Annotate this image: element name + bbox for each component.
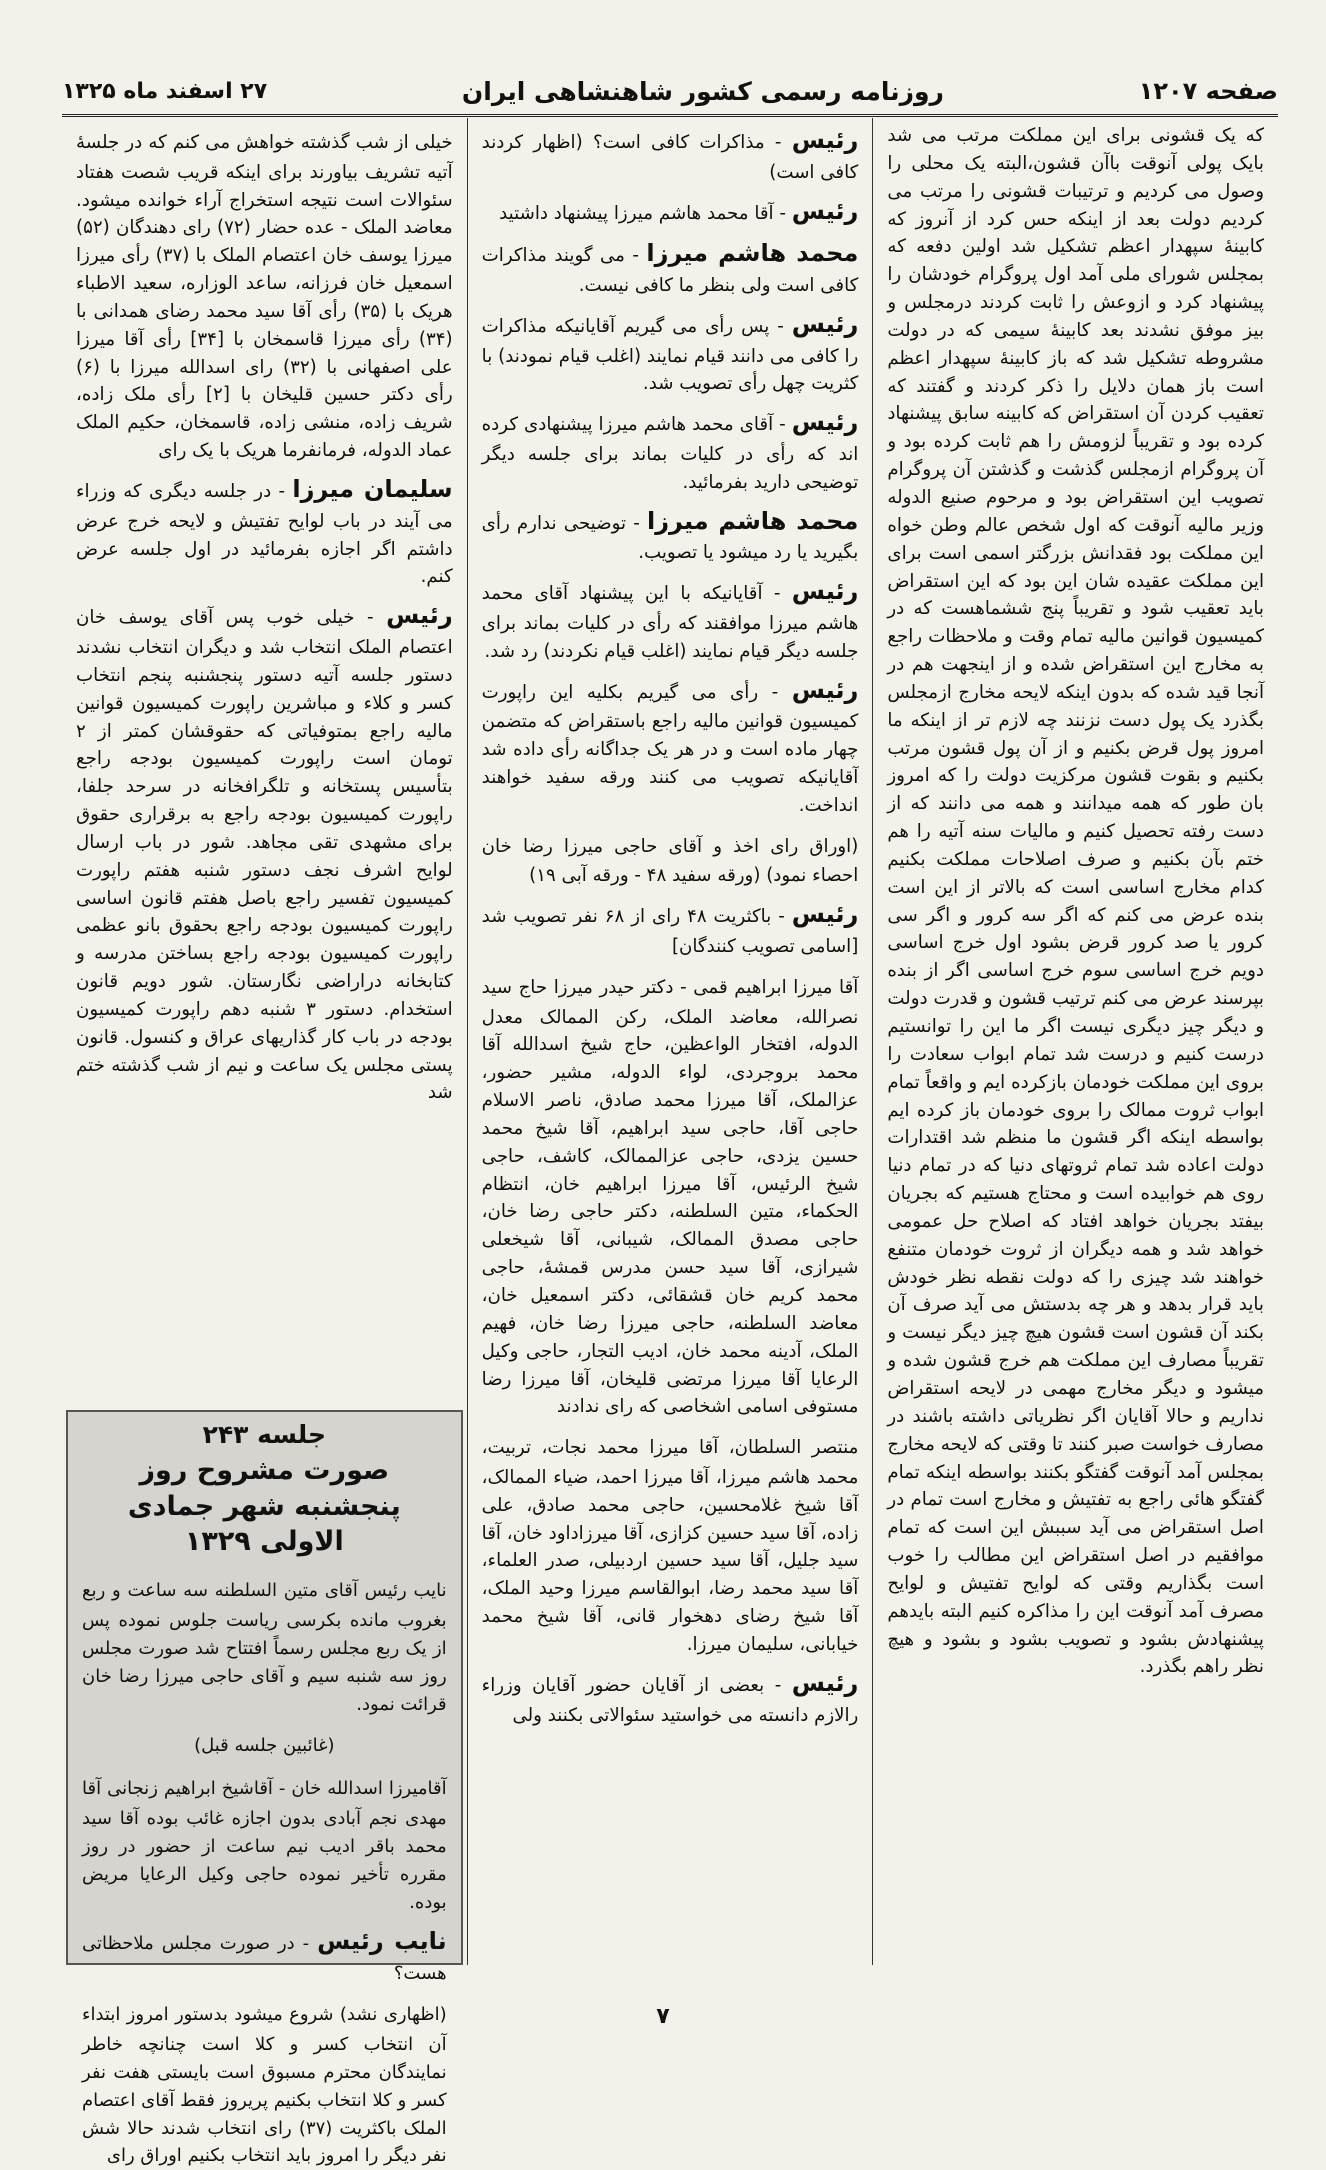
masthead xyxy=(62,68,1278,117)
column-right xyxy=(873,118,1278,1965)
paragraph: رئیس - رأی می گیریم بکلیه این راپورت کمیسیون قوانین مالیه راجع باستقراض که متضمن چهار ماده است و در هر یک جداگانه رأی داده شد آقایانیکه تصویب می کنند ورقه سفید خواهند انداخت. xyxy=(481,675,859,816)
paragraph: رئیس - بعضی از آقایان حضور آقایان وزراء رالازم دانسته می خواستید سئوالاتی بکنند ولی xyxy=(481,1668,859,1726)
column-right-paragraph: که یک قشونی برای این مملکت مرتب می شد بایک پولی آنوقت باآن قشون،البته یک محلی را وصول می کردیم و ترتیبات قشونی را مرتب می کردیم دولت بعد از اینکه حس کرد از آنروز که کابینهٔ سپهدار اعظم تشکیل شد اولین دفعه که بمجلس شورای ملی آمد اول پروگرام خودشان را پیشنهاد کرد و ازوعش را ثابت کردند درمجلس و بیز موفق نشدند بعد کابینهٔ سیمی که در دولت مشروطه تشکیل شد که باز کابینهٔ سپهدار اعظم است باز همان دلایل را ذکر کردند و گفتند که تعقیب کردن آن استقراض که کابینه سابق پیشنهاد کرده بود و تقریباً لزومش را هم ثابت کرده بود و آن پروگرام ازمجلس گذشت و گذشتن آن پروگرام تصویب این استقراض بود و مرحوم صنیع الدوله وزیر مالیه آنوقت که اول شخص عالم وطن خواه این مملکت بود فقدانش بزرگتر اسمی است برای این مملکت عقیده شان این بود که این استقراض باید تعقیب شود و تقریباً پنج ششماهست که در کمیسیون قوانین مالیه تمام وقت و ملاحظات راجع به مخارج این استقراض شده و از اینجهت هم در آنجا قید شده که بدون اینکه لایحه مخارج ازمجلس بگذرد یک پول دست نزنند چه لازم تر از اینکه ما امروز پول قرض بکنیم و از آن پول قشون مرتب بکنیم و بقوت قشون مرکزیت دولت را که امروز بان طور که همه میدانند و همه می دانند که از دست رفته تحصیل کنیم و مالیات سنه آتیه را هم ختم بآن بکنیم و صرف اصلاحات مملکت بکنیم کدام مخارج اساسی است که بالاتر از این است بنده عرض می کنم که اگر سه کرور و اگر سی کرور یا صد کرور قرض بشود اول خرج اساسی دویم خرج اساسی سوم خرج اساسی اگر از بنده بپرسند عرض می کنم ترتیب قشون و قدرت دولت و دیگر چیز دیگری نیست اگر ما این را توانستیم درست کنیم و درست شد تمام ابواب سعادت را بروی این مملکت خودمان بازکرده ایم و واقعاً تمام ابواب ثروت ممالک را بروی خودمان باز کرده ایم بواسطه اینکه اگر قشون ما منظم شد اقتدارات دولت اعاده شد تمام ثروتهای دنیا که در تمام دنیا روی هم خوابیده است و محتاج هستیم که بجریان بیفتد بجریان خواهد افتاد که اصلاح حل عمومی خواهد شد و همه دیگران از ثروت خودمان متنفع خواهند شد چیزی را که دولت نقطه نظر خودش باید قرار بدهد و هر چه بدستش می آید صرف آن بکند آن قشون است قشون هیچ چیز دیگر نیست و تقریباً مصارف این مملکت هم خرج قشون شده و میشود و دیگر مخارج مهمی در لایحه استقراض نداریم و حالا آقایان اگر نظریاتی داشته باشند در مصارف خواست صبر کنند تا وقتی که لایحه مخارج بمجلس آمد آنوقت گفتگو بکنند بواسطه اینکه تمام گفتگو هائی راجع به تفتیش و مخارج است تمام در اصل استقراض می آید سببش این است که تمام موافقیم در اصل استقراض این مطالب را خوب است بگذاریم وقتی که لوایح تفتیش و لوایح مصرف آمد آنوقت این را مذاکره کنیم البته بایدهم پیشنهادش بشود و تصویب بشود و بشود و هیچ نظر راهم بگذرد. xyxy=(887,125,1264,1678)
paragraph: (اظهاری نشد) شروع میشود بدستور امروز ابتداء آن انتخاب کسر و کلا است چنانچه خاطر نمایندگان محترم مسبوق است بایستی هفت نفر کسر و کلا انتخاب بکنیم پریروز فقط آقای اعتصام الملک باکثریت (۳۷) رای انتخاب شدند حالا شش نفر دیگر را امروز باید انتخاب بکنیم اوراق رای xyxy=(81,2003,447,2167)
session-subtitle: صورت مشروح روز پنجشنبه شهر جمادی الاولی ۱۳۲۹ xyxy=(127,1455,401,1558)
paragraph: رئیس - آقا محمد هاشم میرزا پیشنهاد داشتید xyxy=(499,196,859,225)
paragraph: رئیس - آقایانیکه با این پیشنهاد آقای محمد هاشم میرزا موافقند که رأی در کلیات بماند برای جلسه دیگر قیام نمایند (اغلب قیام نکردند) رد شد. xyxy=(481,577,859,662)
paragraph: رئیس - خیلی خوب پس آقای یوسف خان اعتصام الملک انتخاب شد و دیگران انتخاب نشدند دستور جلسه آتیه دستور پنجشنبه پنجم انتخاب کسر و کلاء و مباشرین راپورت کمیسیون قوانین مالیه راجع بمتوفیاتی که حقوقشان کمتر از ۲ تومان است راپورت کمیسیون بودجه راجع بتأسیس پستخانه و تلگرافخانه در سرحد جلفا، راپورت کمیسیون بودجه راجع به برقراری حقوق برای مشهدی تقی مجاهد. شور در باب ارسال لوایح اشرف نجف دستور شنبه هفتم راپورت کمیسیون تفسیر راجع باصل هفتم قانون اساسی راپورت کمیسیون بودجه راجع بحقوق بانو عظمی راپورت کمیسیون بودجه راجع بساختن مدرسه و کتابخانه دراراضی نگارستان. شور دویم قانون استخدام. دستور ۳ شنبه دهم راپورت کمیسیون بودجه در باب کار گذاریهای عراق و کنسول. قانون پستی مجلس یک ساعت و نیم از شب گذشته ختم شد xyxy=(75,601,453,1104)
paragraph: خیلی از شب گذشته خواهش می کنم که در جلسهٔ آتیه تشریف بیاورند برای اینکه قریب شصت هفتاد سئوالات است نتیجه استخراج آراء خوانده میشود. معاضد الملک - عده حضار (۷۲) رای دهندگان (۵۲) میرزا یوسف خان اعتصام الملک با (۳۷) رأی میرزا اسمعیل خان فرزانه، ساعد الوزاره، سعید الاطباء هریک با (۳۵) رأی آقا سید محمد رضای همدانی با (۳۴) رأی میرزا قاسمخان با [۳۴] رأی آقا میرزا علی اصفهانی با (۳۲) رای اسدالله میرزا با (۶) رأی دکتر حسین قلیخان با [۲] رأی ملک زاده، شریف زاده، منشی زاده، قاسمخان، حکیم الملک عماد الدوله، فرمانفرما هریک با یک رای xyxy=(75,132,453,462)
paragraph: آقا میرزا ابراهیم قمی - دکتر حیدر میرزا حاج سید نصرالله، معاضد الملک، رکن الممالک معدل الدوله، افتخار الواعظین، حاج شیخ اسدالله آقا محمد بروجردی، لواء الدوله، مشیر حضور، عزالملک، آقا میرزا محمد صادق، ناصر الاسلام حاجی آقا، حاجی سید ابراهیم، آقا شیخ محمد حسین یزدی، حاجی عزالممالک، کاشف، حاجی شیخ الرئیس، آقا میرزا ابراهیم خان، انتظام الحکماء، متین السلطنه، دکتر حاجی رضا خان، حاجی مصدق الممالک، شیبانی، آقا شیخعلی شیرازی، آقا سید حسن مدرس قمشهٔ، حاجی محمد کریم خان قشقائی، دکتر اسمعیل خان، معاضد السلطنه، حاجی میرزا رضا خان، فهیم الملک، آدینه محمد خان، ادیب التجار، حاجی وکیل الرعایا آقا میرزا مرتضی قلیخان، آقا میرزا رضا مستوفی اسامی اشخاصی که رای ندادند xyxy=(481,976,859,1418)
column-left xyxy=(62,118,468,2167)
paragraph: (اوراق رای اخذ و آقای حاجی میرزا رضا خان احصاء نمود) (ورقه سفید ۴۸ - ورقه آبی ۱۹) xyxy=(481,835,859,887)
paragraph: سلیمان میرزا - در جلسه دیگری که وزراء می آیند در باب لوایح تفتیش و لایحه خرج عرض داشتم اگر اجازه بفرمائید در اول جلسه عرض کنم. xyxy=(75,475,453,588)
paragraph: رئیس - باکثریت ۴۸ رای از ۶۸ نفر تصویب شد [اسامی تصویب کنندگان] xyxy=(481,900,859,957)
text-columns xyxy=(62,118,1278,2167)
paragraph: رئیس - آقای محمد هاشم میرزا پیشنهادی کرده اند که رأی در کلیات بماند برای جلسه دیگر توضیحی دارید بفرمائید. xyxy=(481,408,859,493)
session-box xyxy=(66,1410,463,2167)
paragraph: محمد هاشم میرزا - می گویند مذاکرات کافی است ولی بنظر ما کافی نیست. xyxy=(481,239,859,296)
issue-date: ۲۷ اسفند ماه ۱۳۲۵ xyxy=(62,78,268,104)
session-title: جلسه ۲۴۳ xyxy=(202,1420,326,1449)
page-label: صفحه ۱۲۰۷ xyxy=(1138,77,1278,105)
column-middle xyxy=(468,118,874,1965)
paragraph: رئیس - پس رأی می گیریم آقایانیکه مذاکرات را کافی می دانند قیام نمایند (اغلب قیام نمودند) با کثریت چهل رأی تصویب شد. xyxy=(481,309,859,395)
paragraph: (غائبین جلسه قبل) xyxy=(194,1734,335,1756)
page-number: ۷ xyxy=(656,2004,670,2029)
paragraph: نایب رئیس - در صورت مجلس ملاحظاتی هست؟ xyxy=(81,1926,447,1984)
paragraph: رئیس - مذاکرات کافی است؟ (اظهار کردند کافی است) xyxy=(481,126,859,183)
paragraph: آقامیرزا اسدالله خان - آقاشیخ ابراهیم زنجانی آقا مهدی نجم آبادی بدون اجازه غائب بوده آقا سید محمد باقر ادیب نیم ساعت از حضور در روز مقرره تأخیر نموده حاجی وکیل الرعایا مریض بوده. xyxy=(81,1777,447,1913)
paragraph: منتصر السلطان، آقا میرزا محمد نجات، تربیت، محمد هاشم میرزا، آقا میرزا احمد، ضیاء الممالک، آقا شیخ غلامحسین، حاجی محمد صادق، علی زاده، آقا سید حسین کزازی، آقا میرزاداود خان، آقا سید جلیل، آقا سید حسین اردبیلی، صدر العلماء، آقا سید محمد رضا، ابوالقاسم میرزا وحید الملک، آقا شیخ رضای دهخوار قانی، آقا شیخ محمد خیابانی، سلیمان میرزا. xyxy=(481,1437,859,1655)
paragraph: محمد هاشم میرزا - توضیحی ندارم رأی بگیرید یا رد میشود یا تصویب. xyxy=(481,506,859,564)
paragraph: نایب رئیس آقای متین السلطنه سه ساعت و ربع بغروب مانده بکرسی ریاست جلوس نموده پس از یک ربع مجلس رسماً افتتاح شد صورت مجلس روز سه شنبه سیم و آقای حاجی میرزا رضا خان قرائت نمود. xyxy=(81,1579,447,1715)
newspaper-title: روزنامه رسمی کشور شاهنشاهی ایران xyxy=(461,76,944,106)
